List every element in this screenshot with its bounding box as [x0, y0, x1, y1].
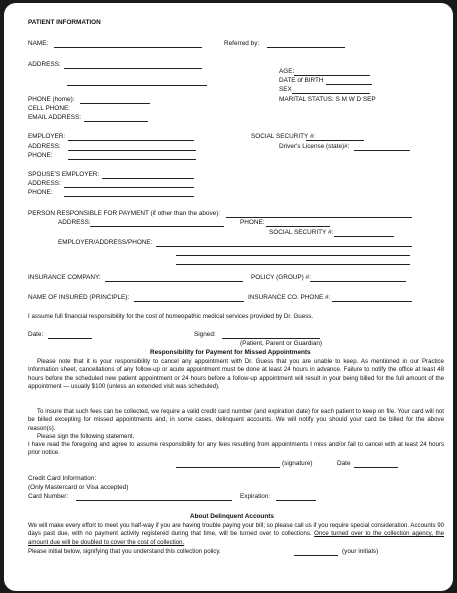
signed-field[interactable] [222, 338, 320, 339]
rp-employer-field-line-2[interactable] [176, 255, 410, 256]
spouse-phone-field[interactable] [64, 196, 194, 197]
phone-home-label: PHONE (home): [28, 96, 75, 103]
policy-group-label: POLICY (GROUP) #: [251, 274, 311, 281]
missed-paragraph-3: Please sign the following statement. [37, 433, 135, 440]
missed-paragraph-1: Please note that it is your responsibility to cancel any appointment with Dr. Guess that you are unable to keep. As mentioned in our Practice Information sheet, cancellations of any follow-up or acute appointment must be done at least 24 hours in advance. Failure to notify the office at least 48 hours before the scheduled new patient appointment or 24 hours before a follow-up appointment will result in your being billed for the full amount of the appointment — usually $100 (unless an extended visit was scheduled). [28, 358, 444, 390]
missed-date-field[interactable] [354, 467, 398, 468]
rp-ssn-field[interactable] [334, 236, 394, 237]
date-field[interactable] [48, 338, 92, 339]
delinquent-paragraph-2: Please initial below, signifying that you understand this collection policy. [28, 548, 221, 555]
name-insured-label: NAME OF INSURED (PRINCIPLE): [28, 294, 130, 301]
rp-employer-field-line-3[interactable] [176, 264, 410, 265]
card-number-label: Card Number: [28, 493, 69, 500]
rp-phone-field[interactable] [266, 226, 330, 227]
spouse-employer-field[interactable] [102, 178, 194, 179]
dob-label: DATE of BIRTH [279, 77, 324, 84]
name-insured-field[interactable] [134, 301, 244, 302]
signed-caption: (Patient, Parent or Guardian) [240, 340, 323, 347]
age-field[interactable] [294, 75, 370, 76]
employer-phone-label: PHONE: [28, 152, 53, 159]
cc-info-label: Credit Card Information: [28, 475, 97, 482]
cell-phone-label: CELL PHONE: [28, 105, 71, 112]
insurance-phone-label: INSURANCE CO. PHONE #: [248, 294, 331, 301]
patient-information-form [4, 3, 453, 591]
delinquent-heading: About Delinquent Accounts [190, 513, 274, 520]
address-field-line-1[interactable] [64, 68, 202, 69]
ssn-label: SOCIAL SECURITY #: [251, 133, 316, 140]
expiration-label: Expiration: [240, 493, 271, 500]
drivers-license-field[interactable] [354, 150, 410, 151]
assume-responsibility-text: I assume full financial responsibility for the cost of homeopathic medical services provided by Dr. Guess. [28, 313, 314, 320]
email-label: EMAIL ADDRESS: [28, 114, 82, 121]
referred-by-field[interactable] [267, 47, 345, 48]
marital-status-label: MARITAL STATUS: S M W D SEP [279, 96, 376, 103]
missed-paragraph-2: To insure that such fees can be collected, we require a valid credit card number (and expiration date) for each patient to keep on file. Your card will not be billed excepting for missed appointments and, in some cases, delinquent accounts. We will notify you should your card be billed for the above reason(s). [28, 408, 444, 432]
drivers-license-label: Driver's License (state)#: [279, 143, 350, 150]
employer-label: EMPLOYER: [28, 133, 66, 140]
signed-label: Signed: [194, 331, 216, 338]
delinquent-paragraph-1 [28, 522, 444, 547]
cc-types-label: (Only Mastercard or Visa accepted) [28, 484, 129, 491]
address-field-line-2[interactable] [67, 85, 207, 86]
rp-address-field[interactable] [90, 226, 224, 227]
employer-address-field[interactable] [68, 150, 196, 151]
missed-paragraph-4: I have read the foregoing and agree to assume responsibility for any fees resulting from appointments I miss and/or fail to cancel with at least 24 hours prior notice. [28, 441, 444, 457]
expiration-field[interactable] [276, 500, 316, 501]
missed-appointments-heading: Responsibility for Payment for Missed Appointments [150, 349, 311, 356]
sex-field[interactable] [292, 93, 370, 94]
referred-by-label: Referred by: [224, 40, 260, 47]
card-number-field[interactable] [76, 500, 232, 501]
insurance-company-label: INSURANCE COMPANY: [28, 274, 101, 281]
insurance-company-field[interactable] [105, 281, 243, 282]
ssn-field[interactable] [306, 140, 364, 141]
initials-label: (your initials) [342, 548, 379, 555]
delinquent-underlined-text: Once turned over to the collection agency, the amount due will be doubled to cover the cost of collection. [28, 530, 444, 546]
name-label: NAME: [28, 40, 49, 47]
rp-phone-label: PHONE: [240, 219, 265, 226]
rp-ssn-label: SOCIAL SECURITY #: [269, 229, 334, 236]
email-field[interactable] [84, 121, 148, 122]
signature-field[interactable] [176, 467, 280, 468]
spouse-address-label: ADDRESS: [28, 180, 61, 187]
phone-home-field[interactable] [80, 103, 150, 104]
rp-employer-field-line-1[interactable] [156, 246, 412, 247]
spouse-address-field[interactable] [64, 187, 194, 188]
rp-address-label: ADDRESS: [58, 219, 91, 226]
employer-phone-field[interactable] [68, 159, 196, 160]
initials-field[interactable] [294, 555, 338, 556]
date-label: Date: [28, 331, 44, 338]
address-label: ADDRESS: [28, 61, 61, 68]
responsible-person-label: PERSON RESPONSIBLE FOR PAYMENT (if other than the above): [28, 210, 221, 217]
missed-date-label: Date [337, 460, 351, 467]
dob-field[interactable] [326, 84, 372, 85]
employer-address-label: ADDRESS: [28, 143, 61, 150]
signature-label: (signature) [282, 460, 313, 467]
page-title: PATIENT INFORMATION [28, 19, 101, 26]
spouse-employer-label: SPOUSE'S EMPLOYER: [28, 171, 100, 178]
age-label: AGE: [279, 68, 295, 75]
insurance-phone-field[interactable] [332, 301, 412, 302]
employer-field[interactable] [68, 140, 194, 141]
rp-employer-label: EMPLOYER/ADDRESS/PHONE: [58, 239, 153, 246]
spouse-phone-label: PHONE: [28, 189, 53, 196]
sex-label: SEX [279, 86, 292, 93]
name-field[interactable] [54, 47, 202, 48]
policy-group-field[interactable] [310, 281, 406, 282]
delinquent-text: We will make every effort to meet you half-way if you are having trouble paying your bill; so please call us if you require special consideration. Accounts 90 days past due, with no payment activity registered during that time, will be turned over to collections. [28, 522, 444, 538]
responsible-person-field[interactable] [226, 217, 412, 218]
